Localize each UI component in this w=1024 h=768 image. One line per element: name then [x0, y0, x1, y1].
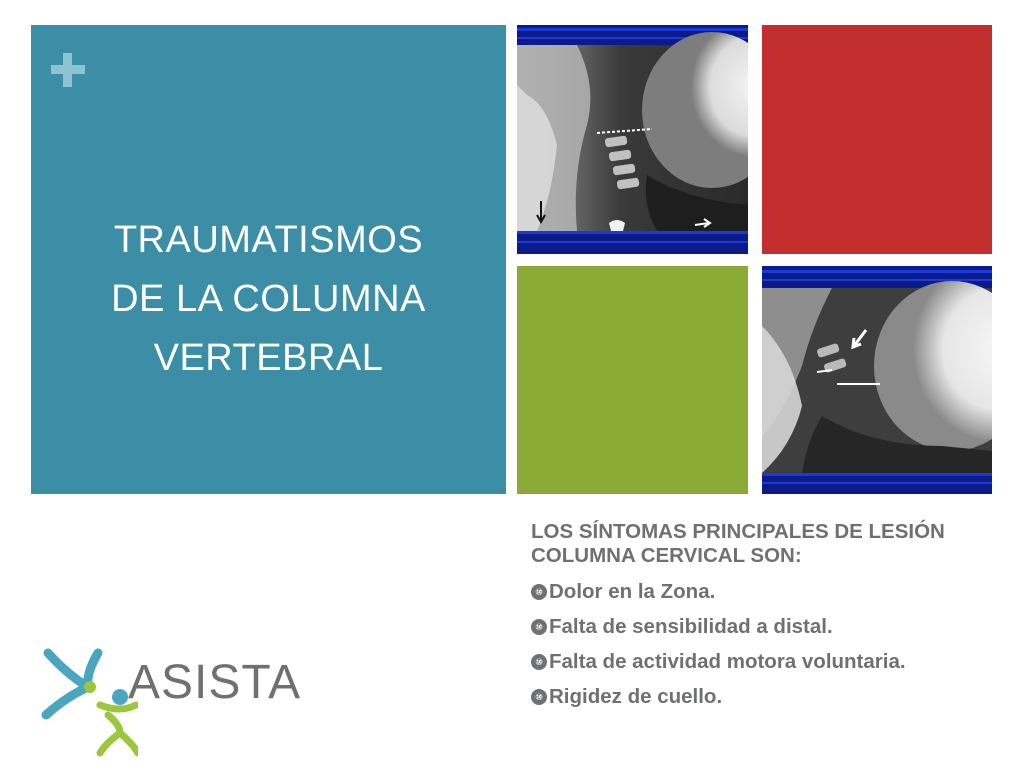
list-item [531, 609, 1011, 644]
symptoms-list [531, 574, 1011, 714]
list-item-text: Falta de actividad motora voluntaria. [549, 649, 906, 673]
symptoms-block [531, 520, 1011, 714]
list-item [531, 644, 1011, 679]
list-item-text: Dolor en la Zona. [549, 579, 716, 603]
list-item-text: Falta de sensibilidad a distal. [549, 614, 833, 638]
numbered-bullet-icon: ⑩ [531, 584, 547, 600]
red-tile [762, 25, 992, 254]
symptoms-heading: LOS SÍNTOMAS PRINCIPALES DE LESIÓN COLUMNA CERVICAL SON: [531, 520, 945, 567]
xray-image-2 [762, 266, 992, 494]
list-item [531, 574, 1011, 609]
logo-text: ASISTA [128, 656, 302, 709]
title-panel [31, 25, 506, 494]
title-line-3: VERTEBRAL [153, 337, 384, 379]
asista-figures-icon [38, 645, 138, 760]
title-line-1: TRAUMATISMOS [113, 219, 424, 261]
green-tile [517, 266, 748, 494]
list-item-text: Rigidez de cuello. [549, 684, 723, 708]
asista-logo [38, 645, 302, 760]
list-item [531, 679, 1011, 714]
numbered-bullet-icon: ⑩ [531, 619, 547, 635]
numbered-bullet-icon: ⑩ [531, 654, 547, 670]
title-line-2: DE LA COLUMNA [111, 278, 426, 320]
numbered-bullet-icon: ⑩ [531, 689, 547, 705]
slide-title [31, 211, 506, 388]
plus-icon [51, 53, 85, 87]
xray-image-1 [517, 25, 748, 254]
